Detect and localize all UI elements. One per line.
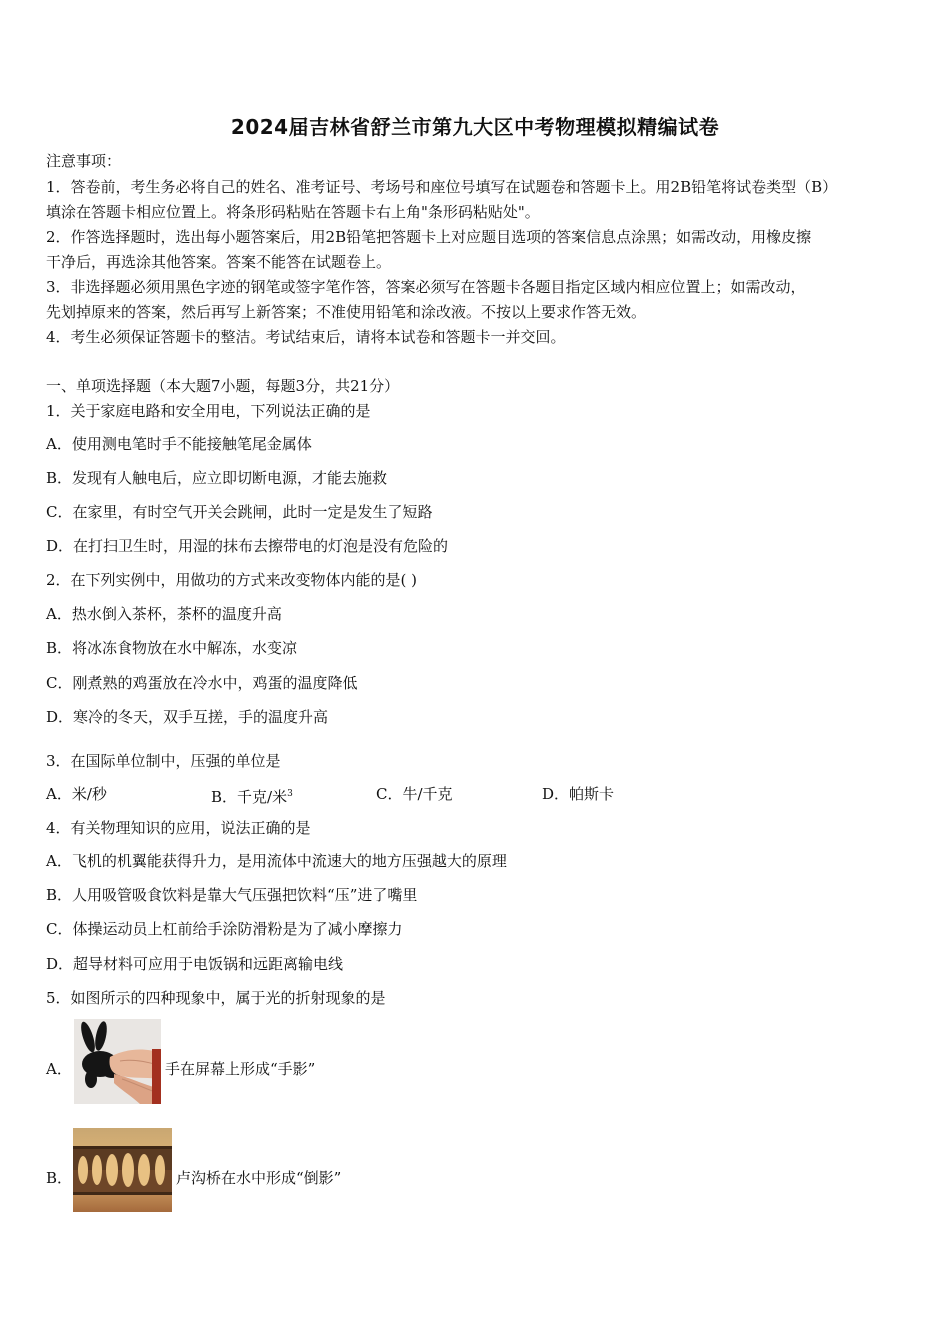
page-title: 2024届吉林省舒兰市第九大区中考物理模拟精编试卷 [230,115,720,139]
question-4-stem: 4．有关物理知识的应用，说法正确的是 [46,819,311,837]
question-4-option-b: B．人用吸管吸食饮料是靠大气压强把饮料“压”进了嘴里 [46,886,418,904]
notice-line: 4．考生必须保证答题卡的整洁。考试结束后，请将本试卷和答题卡一并交回。 [46,328,566,346]
notice-line: 2．作答选择题时，选出每小题答案后，用2B铅笔把答题卡上对应题目选项的答案信息点涂黑；如需改动，用橡皮擦 [46,228,812,246]
question-2-option-c: C．刚煮熟的鸡蛋放在冷水中，鸡蛋的温度降低 [46,674,358,692]
question-3-option-b [211,784,293,807]
question-3-stem: 3．在国际单位制中，压强的单位是 [46,752,281,770]
question-4-option-d: D．超导材料可应用于电饭锅和远距离输电线 [46,955,344,973]
question-5-option-b-label: B． [46,1169,73,1187]
question-2-option-a: A．热水倒入茶杯，茶杯的温度升高 [46,605,282,623]
question-4-option-a: A．飞机的机翼能获得升力，是用流体中流速大的地方压强越大的原理 [46,852,507,870]
question-4-option-c: C．体操运动员上杠前给手涂防滑粉是为了减小摩擦力 [46,920,403,938]
bridge-reflection-image [73,1128,172,1212]
question-3-option-a: A．米/秒 [46,785,107,803]
notice-line: 填涂在答题卡相应位置上。将条形码粘贴在答题卡右上角"条形码粘贴处"。 [46,203,540,221]
question-3-option-c: C．牛/千克 [376,785,453,803]
section-heading: 一、单项选择题（本大题7小题，每题3分，共21分） [46,377,400,395]
question-1-option-b: B．发现有人触电后，应立即切断电源，才能去施救 [46,469,388,487]
question-5-option-b-text: 卢沟桥在水中形成“倒影” [176,1169,342,1187]
question-5-stem: 5．如图所示的四种现象中，属于光的折射现象的是 [46,989,386,1007]
question-2-option-d: D．寒冷的冬天，双手互搓，手的温度升高 [46,708,329,726]
notice-line: 干净后，再选涂其他答案。答案不能答在试题卷上。 [46,253,392,271]
notice-heading: 注意事项： [46,152,122,170]
notice-line: 先划掉原来的答案，然后再写上新答案；不准使用铅笔和涂改液。不按以上要求作答无效。 [46,303,647,321]
hand-shadow-image [74,1019,161,1104]
question-2-stem: 2．在下列实例中，用做功的方式来改变物体内能的是( ) [46,571,418,589]
question-1-stem: 1．关于家庭电路和安全用电，下列说法正确的是 [46,402,371,420]
question-1-option-d: D．在打扫卫生时，用湿的抹布去擦带电的灯泡是没有危险的 [46,537,449,555]
superscript: 3 [287,789,293,799]
question-5-option-a-text: 手在屏幕上形成“手影” [165,1060,316,1078]
question-2-option-b: B．将冰冻食物放在水中解冻，水变凉 [46,639,298,657]
question-3-option-d: D．帕斯卡 [542,785,615,803]
question-5-option-a-label: A． [46,1060,72,1078]
notice-line: 3．非选择题必须用黑色字迹的钢笔或签字笔作答，答案必须写在答题卡各题目指定区域内相应位置上；如需改动， [46,278,806,296]
question-3-option-b-text: B．千克/米 [211,788,288,806]
question-1-option-a: A．使用测电笔时手不能接触笔尾金属体 [46,435,312,453]
question-1-option-c: C．在家里，有时空气开关会跳闸，此时一定是发生了短路 [46,503,433,521]
notice-line: 1．答卷前，考生务必将自己的姓名、准考证号、考场号和座位号填写在试题卷和答题卡上。用2B铅笔将试卷类型（B） [46,178,838,196]
